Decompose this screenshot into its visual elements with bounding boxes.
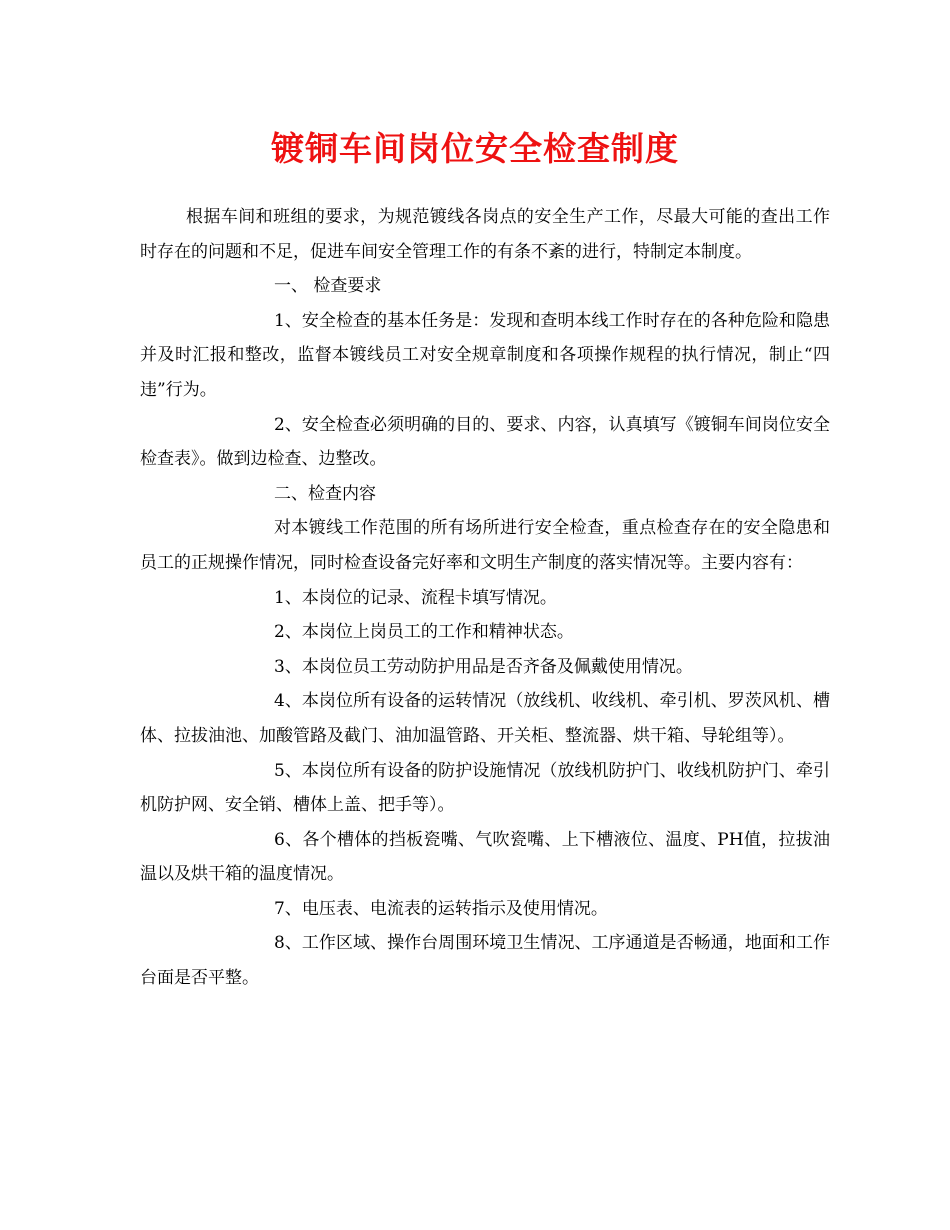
content-item-6: 6、各个槽体的挡板瓷嘴、气吹瓷嘴、上下槽液位、温度、PH值，拉拔油温以及烘干箱的温度情况。 [140,829,830,885]
content-item-1: 1、本岗位的记录、流程卡填写情况。 [274,587,557,608]
requirement-item-2: 2、安全检查必须明确的目的、要求、内容，认真填写《镀铜车间岗位安全检查表》。做到边检查、边整改。 [140,414,830,470]
content-item-4: 4、本岗位所有设备的运转情况（放线机、收线机、牵引机、罗茨风机、槽体、拉拔油池、加酸管路及截门、油加温管路、开关柜、整流器、烘干箱、导轮组等）。 [140,691,830,746]
document-body [140,200,830,996]
section-heading-contents: 二、检查内容 [274,483,376,504]
requirement-item-1: 1、安全检查的基本任务是：发现和查明本线工作时存在的各种危险和隐患并及时汇报和整改，监督本镀线员工对安全规章制度和各项操作规程的执行情况，制止“四违”行为。 [140,310,830,400]
content-item-8: 8、工作区域、操作台周围环境卫生情况、工序通道是否畅通，地面和工作台面是否平整。 [140,933,830,989]
document-title: 镀铜车间岗位安全检查制度 [271,129,679,168]
content-item-5: 5、本岗位所有设备的防护设施情况（放线机防护门、收线机防护门、牵引机防护网、安全销、槽体上盖、把手等）。 [140,760,830,816]
content-item-3: 3、本岗位员工劳动防护用品是否齐备及佩戴使用情况。 [274,656,693,677]
intro-paragraph: 根据车间和班组的要求，为规范镀线各岗点的安全生产工作，尽最大可能的查出工作时存在的问题和不足，促进车间安全管理工作的有条不紊的进行，特制定本制度。 [140,207,830,262]
content-item-7: 7、电压表、电流表的运转指示及使用情况。 [274,898,608,919]
section-heading-requirements: 一、 检查要求 [274,276,382,297]
content-item-2: 2、本岗位上岗员工的工作和精神状态。 [274,622,574,643]
contents-intro-paragraph: 对本镀线工作范围的所有场所进行安全检查，重点检查存在的安全隐患和员工的正规操作情况，同时检查设备完好率和文明生产制度的落实情况等。主要内容有： [140,518,830,573]
